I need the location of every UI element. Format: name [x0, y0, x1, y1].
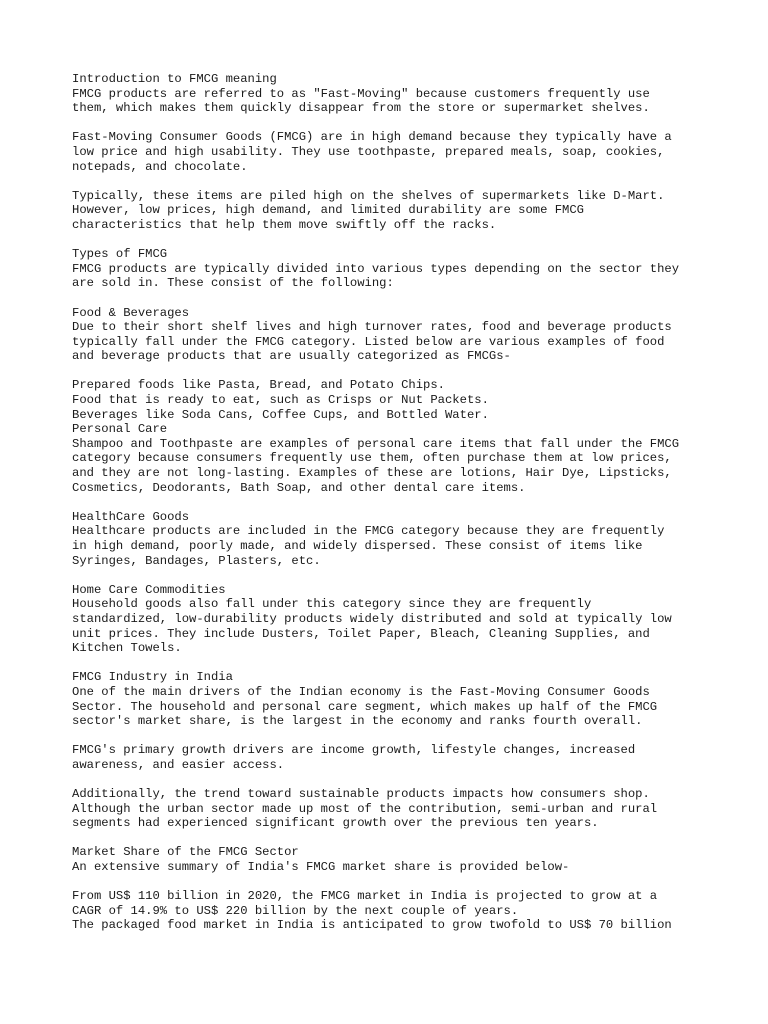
text-line: Fast-Moving Consumer Goods (FMCG) are in high demand because they typically have a — [72, 130, 672, 145]
text-line: HealthCare Goods — [72, 509, 190, 524]
text-line: Food that is ready to eat, such as Crisps or Nut Packets. — [72, 393, 489, 408]
text-line: However, low prices, high demand, and limited durability are some FMCG — [72, 203, 584, 218]
text-line: low price and high usability. They use toothpaste, prepared meals, soap, cookies, — [72, 144, 665, 159]
text-line: Additionally, the trend toward sustainable products impacts how consumers shop. — [72, 787, 650, 802]
text-line: typically fall under the FMCG category. Listed below are various examples of food — [72, 334, 665, 349]
text-line: Shampoo and Toothpaste are examples of personal care items that fall under the FMCG — [72, 436, 680, 451]
text-line: and beverage products that are usually categorized as FMCGs- — [72, 349, 511, 364]
paragraph-block — [72, 787, 712, 831]
text-line: and they are not long-lasting. Examples of these are lotions, Hair Dye, Lipsticks, — [72, 466, 672, 481]
paragraph-block — [72, 583, 712, 656]
text-line: notepads, and chocolate. — [72, 159, 248, 174]
text-line: CAGR of 14.9% to US$ 220 billion by the next couple of years. — [72, 903, 519, 918]
text-line: segments had experienced significant growth over the previous ten years. — [72, 816, 599, 831]
document-page — [72, 72, 712, 948]
text-line: Kitchen Towels. — [72, 641, 182, 656]
text-line: From US$ 110 billion in 2020, the FMCG market in India is projected to grow at a — [72, 889, 658, 904]
text-line: Introduction to FMCG meaning — [72, 72, 277, 86]
text-line: them, which makes them quickly disappear from the store or supermarket shelves. — [72, 101, 650, 116]
text-line: One of the main drivers of the Indian economy is the Fast-Moving Consumer Goods — [72, 684, 650, 699]
text-line: Syringes, Bandages, Plasters, etc. — [72, 553, 321, 568]
paragraph-block — [72, 670, 712, 728]
text-line: Healthcare products are included in the FMCG category because they are frequently — [72, 524, 665, 539]
text-line: sector's market share, is the largest in the economy and ranks fourth overall. — [72, 714, 643, 729]
paragraph-block — [72, 743, 712, 772]
paragraph-block — [72, 845, 712, 874]
paragraph-block — [72, 306, 712, 364]
text-line: Personal Care — [72, 422, 168, 437]
text-line: Home Care Commodities — [72, 582, 226, 597]
text-line: Market Share of the FMCG Sector — [72, 845, 299, 860]
text-line: standardized, low-durability products widely distributed and sold at typically low — [72, 611, 672, 626]
text-line: Due to their short shelf lives and high turnover rates, food and beverage products — [72, 320, 672, 335]
text-line: FMCG products are typically divided into various types depending on the sector they — [72, 261, 680, 276]
text-line: Beverages like Soda Cans, Coffee Cups, and Bottled Water. — [72, 407, 489, 422]
text-line: in high demand, poorly made, and widely dispersed. These consist of items like — [72, 539, 643, 553]
text-line: The packaged food market in India is anticipated to grow twofold to US$ 70 billion — [72, 918, 672, 933]
paragraph-block — [72, 247, 712, 291]
text-line: Household goods also fall under this category since they are frequently — [72, 597, 592, 612]
text-line: characteristics that help them move swiftly off the racks. — [72, 217, 497, 232]
text-line: awareness, and easier access. — [72, 757, 285, 772]
text-line: Types of FMCG — [72, 247, 168, 262]
text-line: FMCG's primary growth drivers are income growth, lifestyle changes, increased — [72, 743, 636, 758]
text-line: Sector. The household and personal care segment, which makes up half of the FMCG — [72, 699, 658, 714]
text-line: category because consumers frequently use them, often purchase them at low prices, — [72, 451, 672, 466]
text-line: An extensive summary of India's FMCG market share is provided below- — [72, 860, 570, 875]
paragraph-block — [72, 189, 712, 233]
paragraph-block — [72, 889, 712, 933]
text-line: Although the urban sector made up most of the contribution, semi-urban and rural — [72, 801, 658, 816]
paragraph-block — [72, 378, 712, 495]
paragraph-block — [72, 510, 712, 568]
text-line: FMCG Industry in India — [72, 670, 233, 685]
text-line: unit prices. They include Dusters, Toilet Paper, Bleach, Cleaning Supplies, and — [72, 626, 650, 641]
text-line: Food & Beverages — [72, 305, 190, 320]
text-line: Typically, these items are piled high on the shelves of supermarkets like D-Mart. — [72, 188, 665, 203]
text-line: Cosmetics, Deodorants, Bath Soap, and other dental care items. — [72, 480, 526, 495]
text-line: are sold in. These consist of the following: — [72, 276, 394, 291]
text-line: FMCG products are referred to as "Fast-Moving" because customers frequently use — [72, 86, 650, 101]
paragraph-block — [72, 72, 712, 116]
text-line: Prepared foods like Pasta, Bread, and Potato Chips. — [72, 378, 445, 393]
paragraph-block — [72, 130, 712, 174]
